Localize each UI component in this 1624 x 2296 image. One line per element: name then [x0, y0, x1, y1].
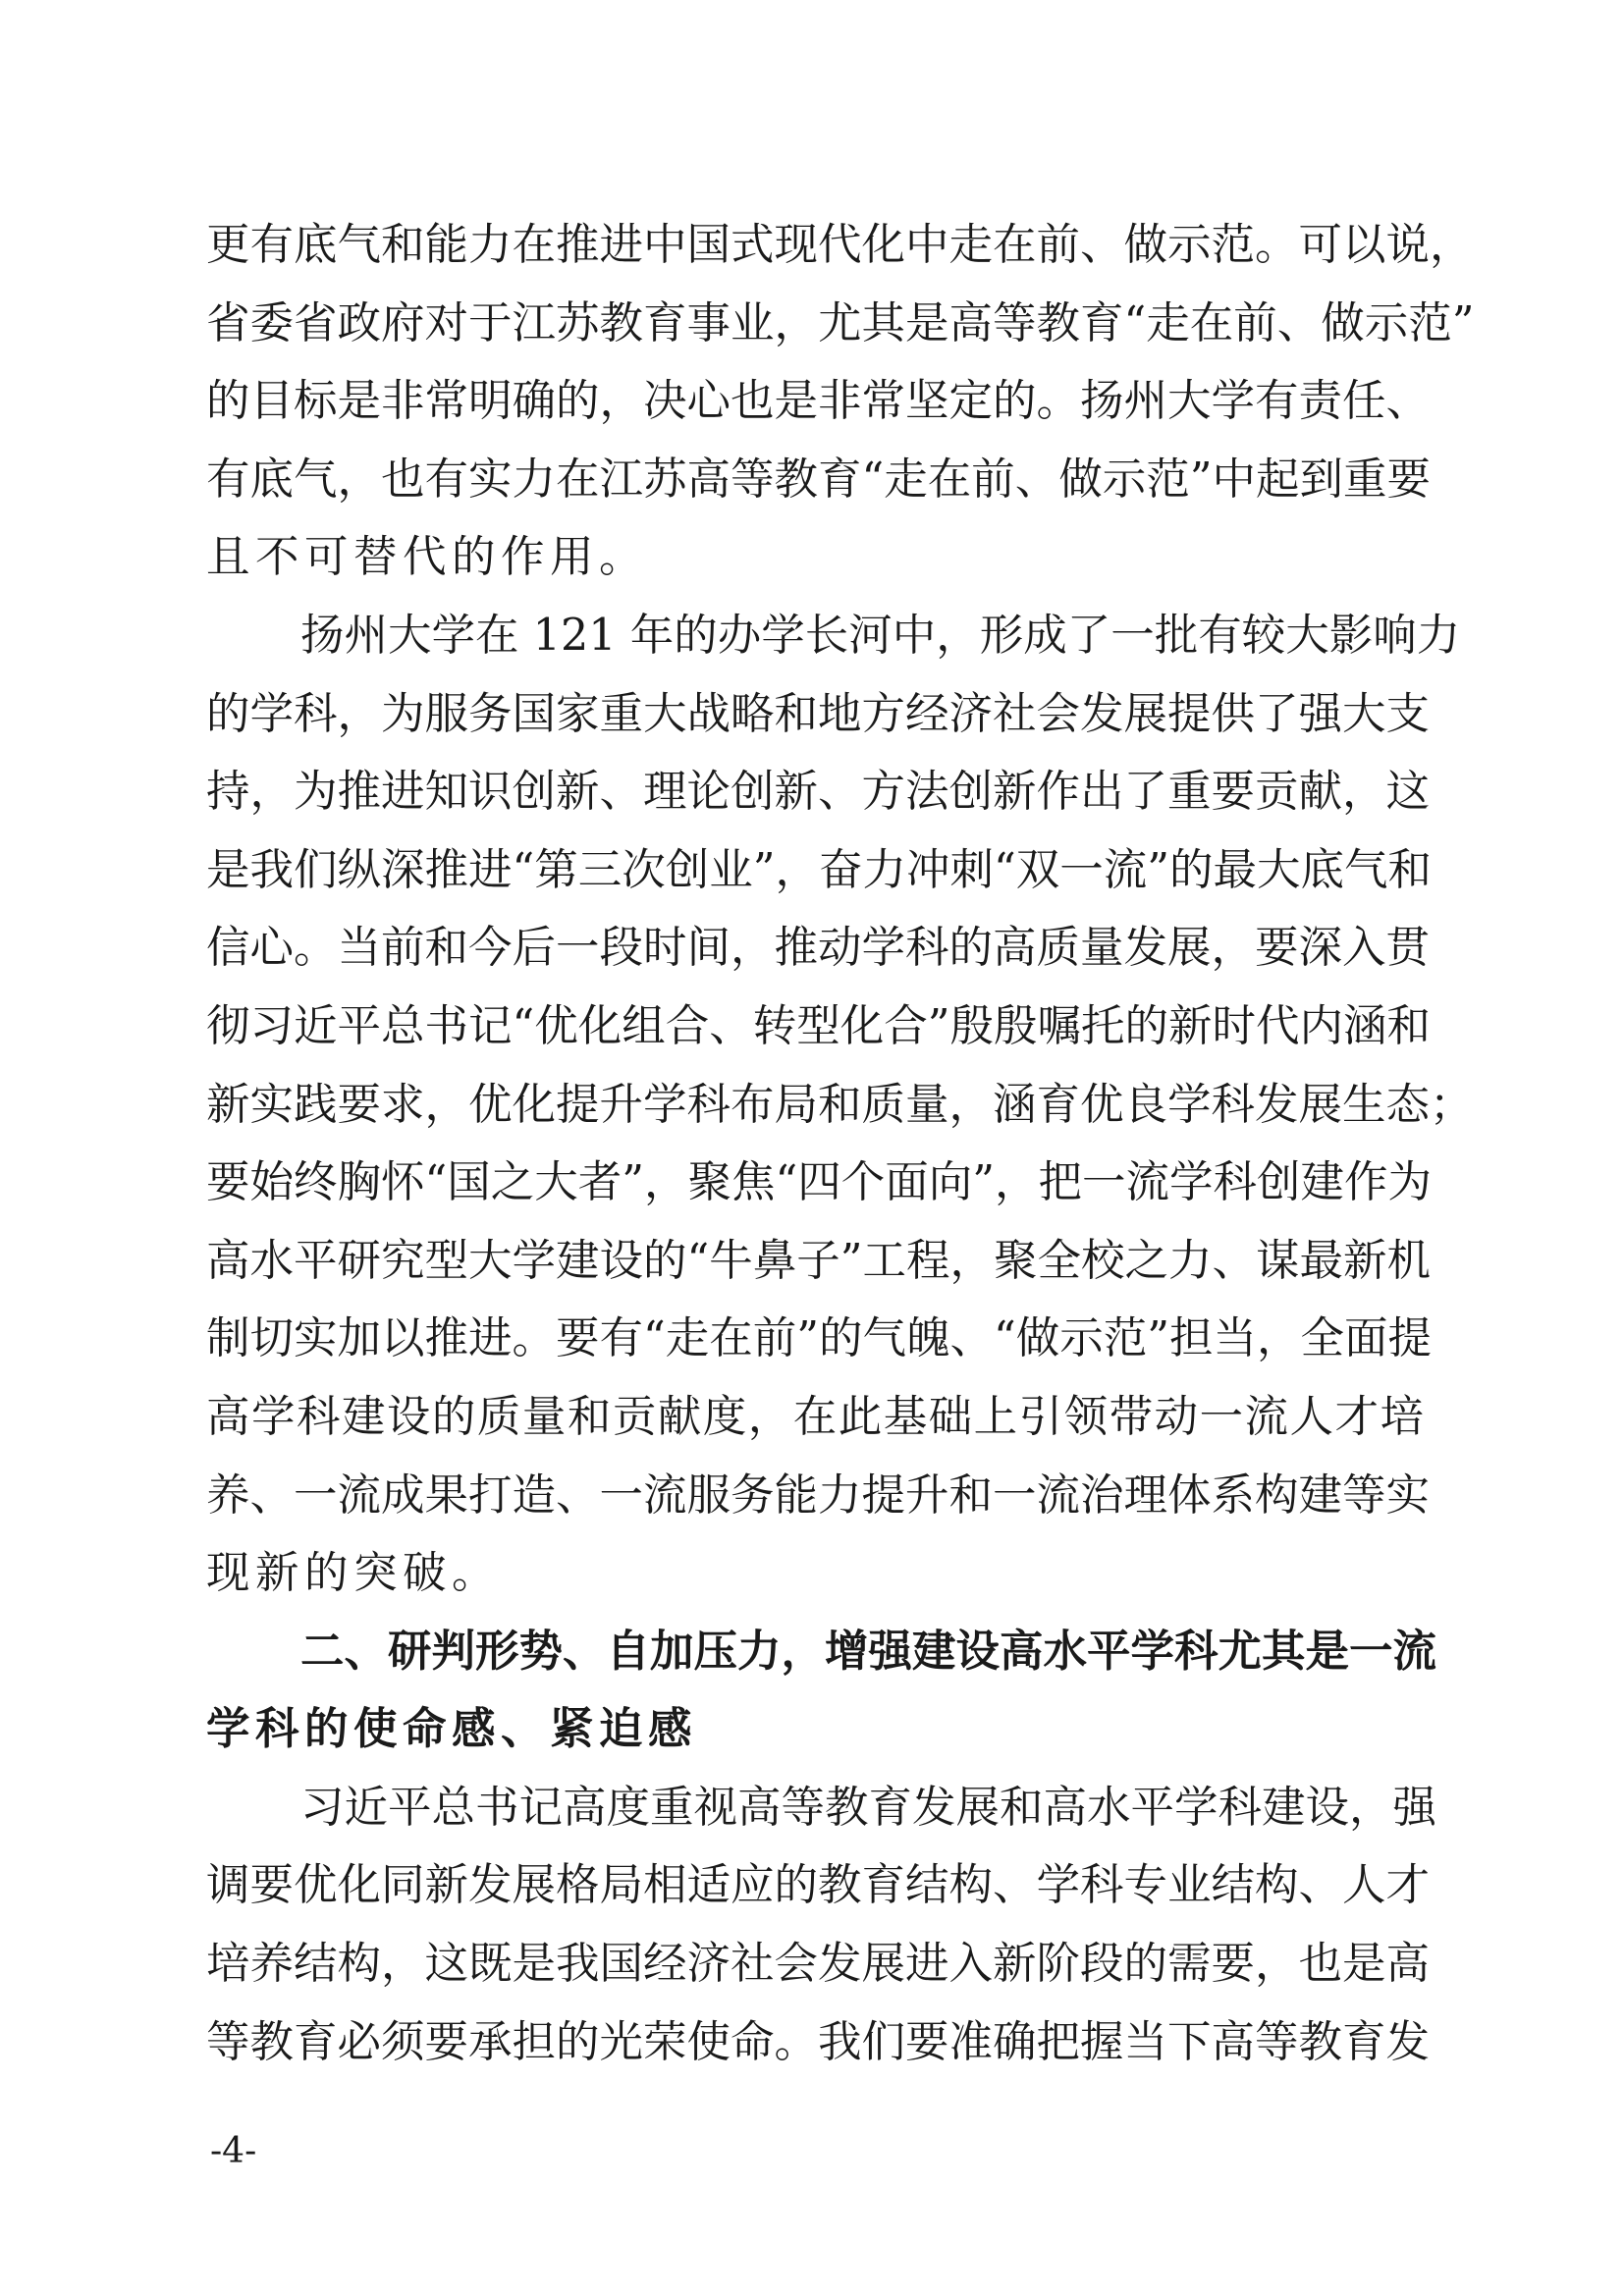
heading-line: 学科的使命感、紧迫感	[206, 1704, 698, 1755]
page-body	[206, 206, 1475, 2081]
text-line: 的学科，为服务国家重大战略和地方经济社会发展提供了强大支	[206, 688, 1431, 739]
text-line: 习近平总书记高度重视高等教育发展和高水平学科建设，强	[300, 1782, 1437, 1833]
text-line: 的目标是非常明确的，决心也是非常坚定的。扬州大学有责任、	[206, 376, 1431, 427]
text-line: 高水平研究型大学建设的“牛鼻子”工程，聚全校之力、谋最新机	[206, 1235, 1432, 1286]
text-line: 扬州大学在 121 年的办学长河中，形成了一批有较大影响力	[300, 610, 1461, 661]
text-line: 信心。当前和今后一段时间，推动学科的高质量发展，要深入贯	[206, 923, 1431, 974]
text-line: 有底气，也有实力在江苏高等教育“走在前、做示范”中起到重要	[206, 454, 1432, 505]
page-number: -4-	[210, 2131, 257, 2171]
text-line: 省委省政府对于江苏教育事业，尤其是高等教育“走在前、做示范”	[206, 297, 1475, 348]
paragraph	[206, 1769, 1437, 2081]
text-line: 制切实加以推进。要有“走在前”的气魄、“做示范”担当，全面提	[206, 1313, 1433, 1364]
text-line: 养、一流成果打造、一流服务能力提升和一流治理体系构建等实	[206, 1469, 1431, 1521]
text-line: 是我们纵深推进“第三次创业”，奋力冲刺“双一流”的最大底气和	[206, 844, 1433, 895]
text-line: 且不可替代的作用。	[206, 532, 649, 583]
paragraph-continuation	[206, 206, 1475, 597]
text-line: 等教育必须要承担的光荣使命。我们要准确把握当下高等教育发	[206, 2016, 1431, 2067]
text-line: 彻习近平总书记“优化组合、转型化合”殷殷嘱托的新时代内涵和	[206, 1000, 1432, 1051]
text-line: 更有底气和能力在推进中国式现代化中走在前、做示范。可以说，	[206, 220, 1474, 270]
text-line: 要始终胸怀“国之大者”，聚焦“四个面向”，把一流学科创建作为	[206, 1157, 1433, 1208]
text-line: 新实践要求，优化提升学科布局和质量，涵育优良学科发展生态；	[206, 1079, 1474, 1130]
text-line: 调要优化同新发展格局相适应的教育结构、学科专业结构、人才	[206, 1860, 1431, 1911]
heading-line: 二、研判形势、自加压力，增强建设高水平学科尤其是一流	[300, 1626, 1437, 1677]
text-line: 高学科建设的质量和贡献度，在此基础上引领带动一流人才培	[206, 1391, 1424, 1442]
text-line: 培养结构，这既是我国经济社会发展进入新阶段的需要，也是高	[206, 1939, 1431, 1990]
text-line: 持，为推进知识创新、理论创新、方法创新作出了重要贡献，这	[206, 767, 1431, 818]
paragraph	[206, 597, 1474, 1613]
section-heading	[206, 1613, 1437, 1769]
text-line: 现新的突破。	[206, 1548, 502, 1599]
